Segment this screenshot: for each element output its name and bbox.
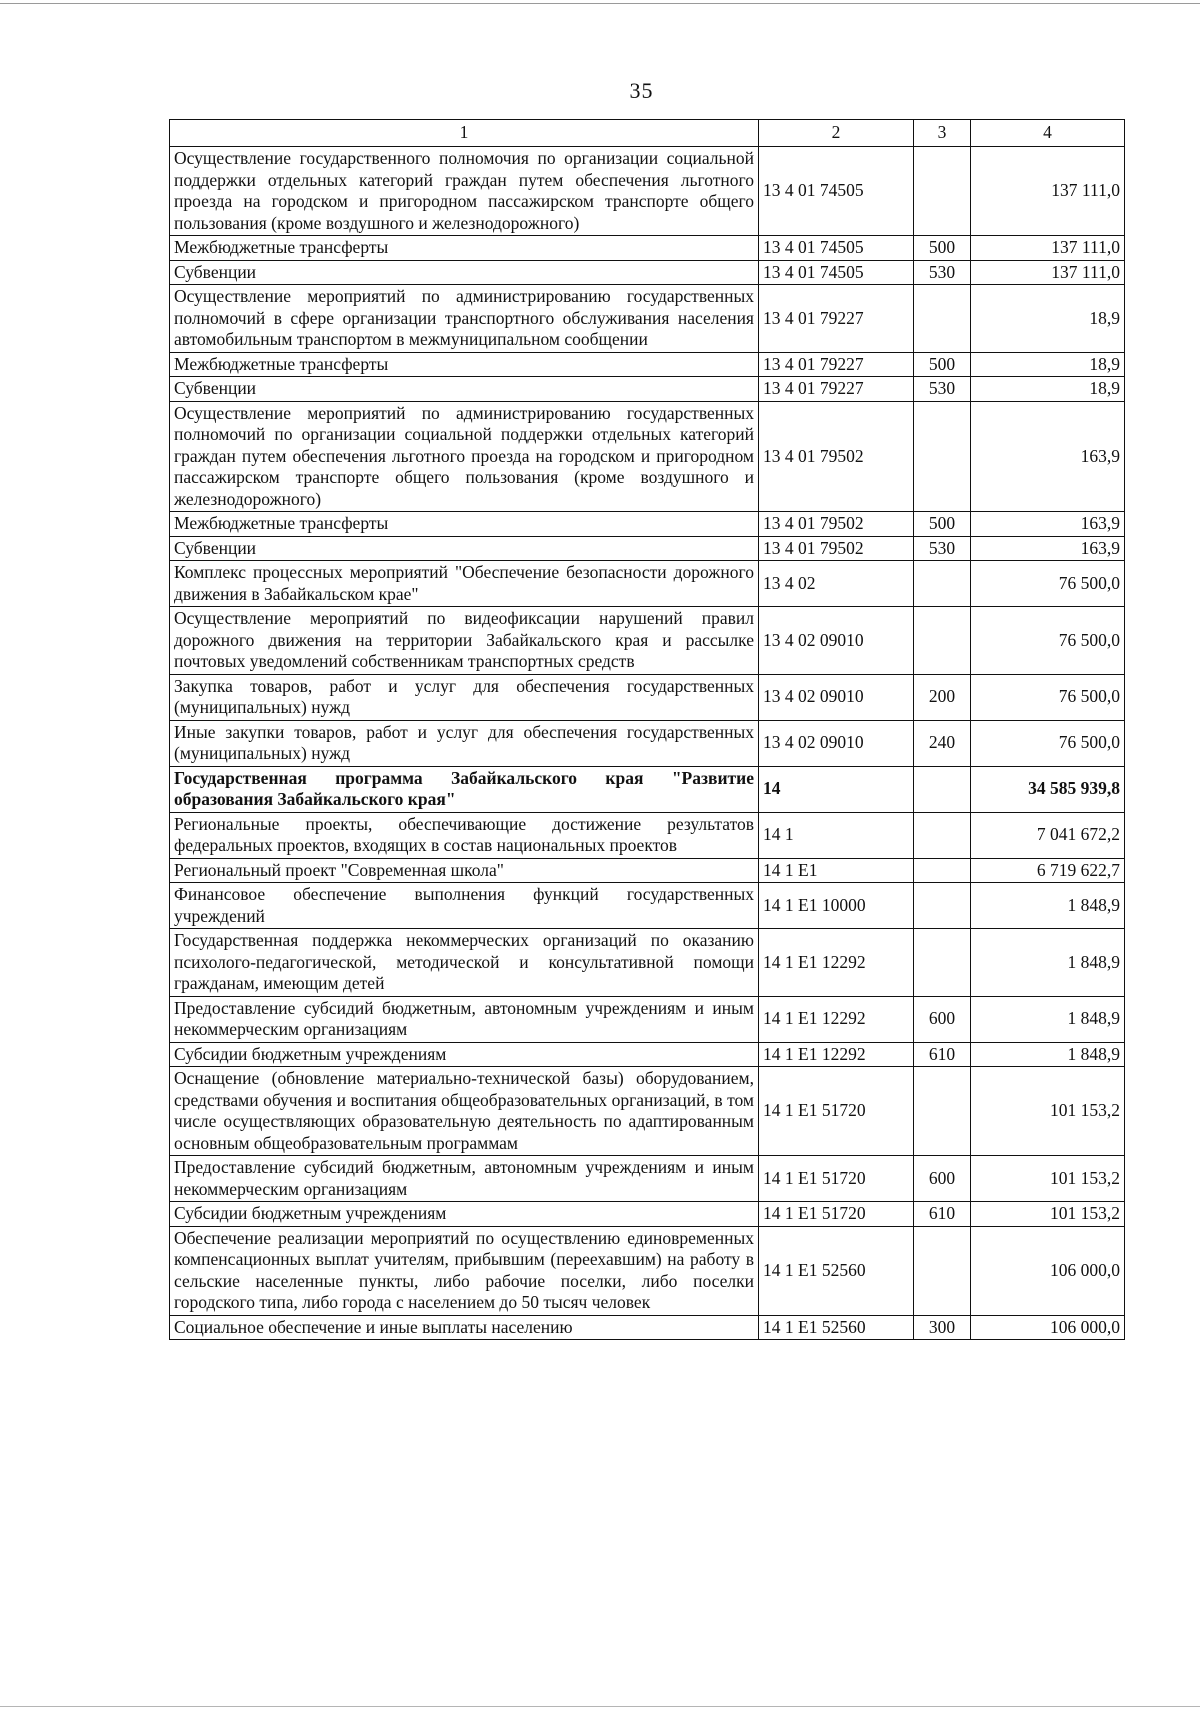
row-name-cell: Социальное обеспечение и иные выплаты населению <box>170 1315 759 1340</box>
row-sum-cell: 163,9 <box>971 536 1125 561</box>
row-kind-cell: 300 <box>914 1315 971 1340</box>
row-kind-cell: 610 <box>914 1042 971 1067</box>
row-kind-cell: 530 <box>914 536 971 561</box>
table-row <box>170 1226 1125 1315</box>
table-row <box>170 561 1125 607</box>
table-body <box>170 147 1125 1340</box>
row-kind-cell <box>914 285 971 353</box>
row-kind-cell: 600 <box>914 996 971 1042</box>
row-name-cell: Субвенции <box>170 377 759 402</box>
row-name-cell: Осуществление государственного полномочия по организации социальной поддержки отдельных категорий граждан путем обеспечения льготного проезда на городском и пригородном пассажирском транспорте общего пользования (кроме воздушного и железнодорожного) <box>170 147 759 236</box>
table-row <box>170 147 1125 236</box>
row-sum-cell: 137 111,0 <box>971 236 1125 261</box>
page-number: 35 <box>629 78 654 103</box>
row-code-cell: 14 1 E1 12292 <box>759 929 914 997</box>
table-row <box>170 883 1125 929</box>
row-kind-cell: 200 <box>914 674 971 720</box>
row-code-cell: 14 1 E1 12292 <box>759 1042 914 1067</box>
header-col-3: 3 <box>914 120 971 147</box>
row-code-cell: 14 1 E1 52560 <box>759 1315 914 1340</box>
row-code-cell: 14 1 E1 51720 <box>759 1156 914 1202</box>
row-code-cell: 13 4 01 79502 <box>759 536 914 561</box>
row-name-cell: Осуществление мероприятий по администрированию государственных полномочий в сфере организации транспортного обслуживания населения автомобильным транспортом в межмуниципальном сообщении <box>170 285 759 353</box>
row-code-cell: 13 4 01 79502 <box>759 401 914 512</box>
row-kind-cell: 530 <box>914 377 971 402</box>
row-sum-cell: 6 719 622,7 <box>971 858 1125 883</box>
row-kind-cell: 500 <box>914 512 971 537</box>
row-sum-cell: 1 848,9 <box>971 883 1125 929</box>
row-kind-cell <box>914 607 971 675</box>
row-kind-cell <box>914 858 971 883</box>
table-row <box>170 1156 1125 1202</box>
table-row <box>170 377 1125 402</box>
row-name-cell: Субсидии бюджетным учреждениям <box>170 1202 759 1227</box>
table-row <box>170 858 1125 883</box>
row-code-cell: 14 1 E1 <box>759 858 914 883</box>
row-code-cell: 13 4 01 79227 <box>759 285 914 353</box>
row-name-cell: Субсидии бюджетным учреждениям <box>170 1042 759 1067</box>
row-name-cell: Осуществление мероприятий по видеофиксации нарушений правил дорожного движения на территории Забайкальского края и рассылке почтовых уведомлений собственникам транспортных средств <box>170 607 759 675</box>
row-sum-cell: 7 041 672,2 <box>971 812 1125 858</box>
row-code-cell: 14 1 E1 51720 <box>759 1067 914 1156</box>
header-col-1: 1 <box>170 120 759 147</box>
table-row <box>170 607 1125 675</box>
row-kind-cell <box>914 766 971 812</box>
row-sum-cell: 1 848,9 <box>971 996 1125 1042</box>
row-code-cell: 13 4 01 79502 <box>759 512 914 537</box>
row-sum-cell: 34 585 939,8 <box>971 766 1125 812</box>
row-name-cell: Субвенции <box>170 536 759 561</box>
scan-edge-bottom <box>0 1706 1200 1707</box>
row-name-cell: Межбюджетные трансферты <box>170 352 759 377</box>
table-row <box>170 812 1125 858</box>
row-code-cell: 13 4 01 79227 <box>759 377 914 402</box>
row-name-cell: Закупка товаров, работ и услуг для обеспечения государственных (муниципальных) нужд <box>170 674 759 720</box>
row-sum-cell: 137 111,0 <box>971 147 1125 236</box>
row-name-cell: Предоставление субсидий бюджетным, автономным учреждениям и иным некоммерческим организациям <box>170 1156 759 1202</box>
row-kind-cell <box>914 929 971 997</box>
row-code-cell: 13 4 01 74505 <box>759 260 914 285</box>
budget-table <box>169 119 1125 1340</box>
row-sum-cell: 137 111,0 <box>971 260 1125 285</box>
row-kind-cell <box>914 1226 971 1315</box>
row-kind-cell <box>914 561 971 607</box>
row-sum-cell: 76 500,0 <box>971 607 1125 675</box>
row-kind-cell <box>914 401 971 512</box>
table-row <box>170 1067 1125 1156</box>
row-sum-cell: 101 153,2 <box>971 1067 1125 1156</box>
row-sum-cell: 101 153,2 <box>971 1156 1125 1202</box>
row-name-cell: Предоставление субсидий бюджетным, автономным учреждениям и иным некоммерческим организациям <box>170 996 759 1042</box>
row-sum-cell: 163,9 <box>971 401 1125 512</box>
row-name-cell: Обеспечение реализации мероприятий по осуществлению единовременных компенсационных выплат учителям, прибывшим (переехавшим) на работу в сельские населенные пункты, либо рабочие поселки, либо поселки городского типа, либо города с населением до 50 тысяч человек <box>170 1226 759 1315</box>
row-sum-cell: 18,9 <box>971 352 1125 377</box>
row-sum-cell: 163,9 <box>971 512 1125 537</box>
table-row <box>170 1042 1125 1067</box>
table-row <box>170 512 1125 537</box>
row-kind-cell: 240 <box>914 720 971 766</box>
row-sum-cell: 101 153,2 <box>971 1202 1125 1227</box>
row-kind-cell <box>914 1067 971 1156</box>
row-kind-cell: 500 <box>914 236 971 261</box>
table-row <box>170 536 1125 561</box>
row-sum-cell: 76 500,0 <box>971 674 1125 720</box>
row-code-cell: 13 4 02 <box>759 561 914 607</box>
table-row <box>170 1202 1125 1227</box>
row-sum-cell: 76 500,0 <box>971 720 1125 766</box>
table-row <box>170 401 1125 512</box>
row-code-cell: 13 4 02 09010 <box>759 674 914 720</box>
row-sum-cell: 106 000,0 <box>971 1226 1125 1315</box>
row-name-cell: Финансовое обеспечение выполнения функций государственных учреждений <box>170 883 759 929</box>
row-sum-cell: 1 848,9 <box>971 929 1125 997</box>
row-kind-cell <box>914 812 971 858</box>
row-code-cell: 14 <box>759 766 914 812</box>
row-kind-cell: 600 <box>914 1156 971 1202</box>
row-kind-cell: 500 <box>914 352 971 377</box>
table-row <box>170 929 1125 997</box>
row-code-cell: 13 4 02 09010 <box>759 607 914 675</box>
row-code-cell: 14 1 E1 10000 <box>759 883 914 929</box>
table-header-row <box>170 120 1125 147</box>
row-code-cell: 13 4 01 74505 <box>759 236 914 261</box>
table-row <box>170 720 1125 766</box>
row-name-cell: Иные закупки товаров, работ и услуг для обеспечения государственных (муниципальных) нужд <box>170 720 759 766</box>
row-kind-cell: 610 <box>914 1202 971 1227</box>
table-row <box>170 236 1125 261</box>
row-sum-cell: 106 000,0 <box>971 1315 1125 1340</box>
row-name-cell: Региональные проекты, обеспечивающие достижение результатов федеральных проектов, входящих в состав национальных проектов <box>170 812 759 858</box>
row-name-cell: Оснащение (обновление материально-технической базы) оборудованием, средствами обучения и воспитания общеобразовательных организаций, в том числе осуществляющих образовательную деятельность по адаптированным основным общеобразовательным программам <box>170 1067 759 1156</box>
row-sum-cell: 1 848,9 <box>971 1042 1125 1067</box>
row-kind-cell <box>914 147 971 236</box>
row-name-cell: Государственная поддержка некоммерческих организаций по оказанию психолого-педагогической, методической и консультативной помощи гражданам, имеющим детей <box>170 929 759 997</box>
row-code-cell: 13 4 01 79227 <box>759 352 914 377</box>
row-kind-cell: 530 <box>914 260 971 285</box>
row-code-cell: 13 4 01 74505 <box>759 147 914 236</box>
table-row <box>170 285 1125 353</box>
row-sum-cell: 18,9 <box>971 377 1125 402</box>
table-row <box>170 996 1125 1042</box>
row-sum-cell: 18,9 <box>971 285 1125 353</box>
table-row <box>170 766 1125 812</box>
row-name-cell: Комплекс процессных мероприятий "Обеспечение безопасности дорожного движения в Забайкальском крае" <box>170 561 759 607</box>
row-code-cell: 14 1 <box>759 812 914 858</box>
row-sum-cell: 76 500,0 <box>971 561 1125 607</box>
row-name-cell: Осуществление мероприятий по администрированию государственных полномочий по организации социальной поддержки отдельных категорий граждан путем обеспечения льготного проезда на городском и пригородном пассажирском транспорте общего пользования (кроме воздушного и железнодорожного) <box>170 401 759 512</box>
row-code-cell: 14 1 E1 52560 <box>759 1226 914 1315</box>
header-col-2: 2 <box>759 120 914 147</box>
row-code-cell: 14 1 E1 12292 <box>759 996 914 1042</box>
row-code-cell: 13 4 02 09010 <box>759 720 914 766</box>
row-name-cell: Межбюджетные трансферты <box>170 236 759 261</box>
header-col-4: 4 <box>971 120 1125 147</box>
row-name-cell: Межбюджетные трансферты <box>170 512 759 537</box>
row-name-cell: Региональный проект "Современная школа" <box>170 858 759 883</box>
table-row <box>170 1315 1125 1340</box>
scan-edge-top <box>0 3 1200 4</box>
table-row <box>170 352 1125 377</box>
table-row <box>170 674 1125 720</box>
row-code-cell: 14 1 E1 51720 <box>759 1202 914 1227</box>
row-name-cell: Государственная программа Забайкальского края "Развитие образования Забайкальского края" <box>170 766 759 812</box>
table-row <box>170 260 1125 285</box>
row-kind-cell <box>914 883 971 929</box>
row-name-cell: Субвенции <box>170 260 759 285</box>
